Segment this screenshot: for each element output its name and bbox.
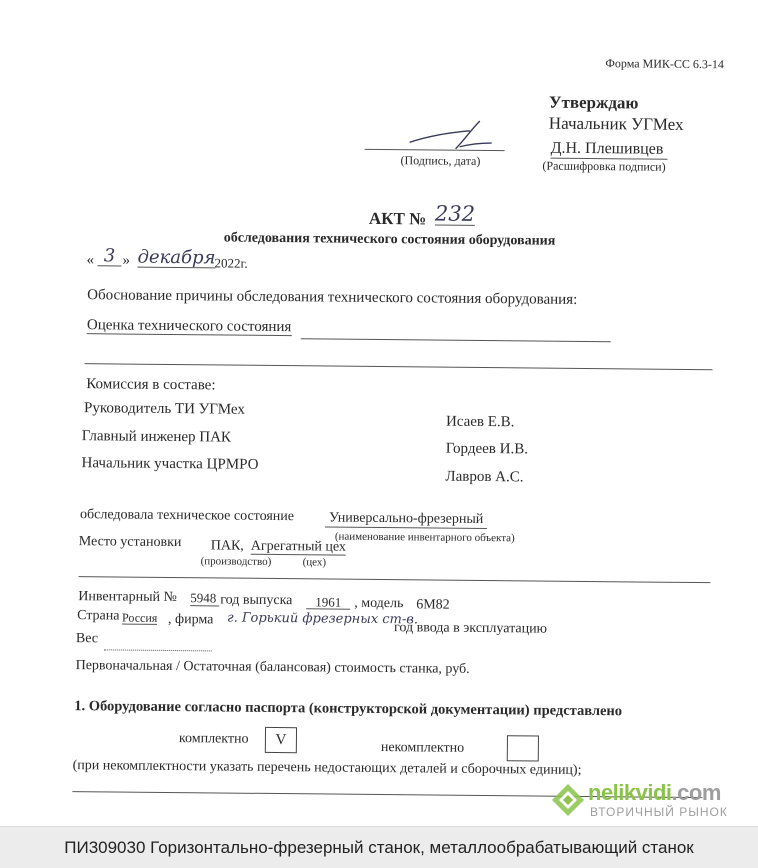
- firm-value: г. Горький фрезерных ст-в.: [227, 610, 419, 628]
- section1-title: 1. Оборудование согласно паспорта (конструкторской документации) представлено: [74, 698, 623, 720]
- commission-role-1: Руководитель ТИ УГМех: [84, 400, 245, 418]
- commission-role-3: Начальник участка ЦРМРО: [81, 455, 259, 473]
- location-line: [78, 576, 710, 583]
- date-quote-close: »: [122, 252, 131, 269]
- act-title: АКТ №: [368, 208, 427, 229]
- watermark-brand: [588, 780, 721, 806]
- nelikvidi-logo-icon: [550, 782, 586, 818]
- location-label: Место установки: [78, 534, 182, 551]
- name-caption: (Расшифровка подписи): [542, 158, 666, 174]
- weight-label: Вес: [75, 631, 99, 647]
- reason-value: Оценка технического состояния: [86, 317, 292, 336]
- commission-name-2: Гордеев И.В.: [445, 440, 529, 458]
- act-number: 232: [434, 201, 476, 226]
- complete-label: комплектно: [178, 731, 249, 747]
- date-day: 3: [97, 247, 121, 266]
- date-quote-open: «: [86, 252, 95, 269]
- watermark: [548, 778, 753, 824]
- location-production: ПАК,: [210, 538, 244, 554]
- commission-label: Комиссия в составе:: [86, 376, 216, 394]
- watermark-brand-name: nelikvidi: [588, 780, 672, 805]
- watermark-tagline: ВТОРИЧНЫЙ РЫНОК: [590, 805, 728, 819]
- inspected-caption: (наименование инвентарного объекта): [334, 530, 515, 545]
- country-value: Россия: [122, 610, 158, 625]
- inspected-value: Универсально-фрезерный: [325, 511, 487, 529]
- model-label: , модель: [354, 595, 404, 612]
- commission-name-1: Исаев Е.В.: [445, 413, 515, 431]
- firm-label: , фирма: [168, 611, 214, 628]
- signature-caption: (Подпись, дата): [400, 153, 481, 168]
- weight-line: [104, 649, 212, 651]
- watermark-brand-domain: .com: [671, 780, 721, 805]
- approval-title: Утверждаю: [548, 92, 639, 113]
- caption-production: (производство): [200, 555, 272, 568]
- reason-line-1: [301, 338, 611, 342]
- date-year: 2022г.: [214, 255, 248, 271]
- act-subtitle: обследования технического состояния оборудования: [223, 230, 556, 249]
- image-caption: ПИ309030 Горизонтально-фрезерный станок, металлообрабатывающий станок: [64, 837, 694, 857]
- image-caption-bar: [0, 826, 758, 868]
- section1-note: (при некомплектности указать перечень недостающих деталей и сборочных единиц);: [72, 758, 582, 778]
- date-month: декабря: [137, 246, 216, 269]
- approval-name: Д.Н. Плешивцев: [551, 141, 668, 160]
- cost-label: Первоначальная / Остаточная (балансовая) стоимость станка, руб.: [75, 658, 470, 677]
- location-shop: Агрегатный цех: [250, 538, 347, 555]
- inventory-number: 5948: [190, 591, 219, 606]
- commission-year-label: год ввода в эксплуатацию: [393, 620, 548, 637]
- incomplete-checkbox[interactable]: [507, 735, 539, 761]
- caption-shop: (цех): [302, 556, 327, 569]
- year-value: 1961: [306, 595, 350, 609]
- form-code: Форма МИК-СС 6.3-14: [605, 56, 724, 72]
- model-value: 6М82: [416, 597, 450, 613]
- year-label: год выпуска: [220, 592, 293, 609]
- complete-checkbox[interactable]: V: [265, 727, 297, 753]
- inspected-label: обследовала техническое состояние: [80, 507, 295, 525]
- commission-name-3: Лавров А.С.: [445, 468, 524, 486]
- reason-line-2: [85, 363, 713, 370]
- commission-role-2: Главный инженер ПАК: [81, 428, 232, 446]
- country-label: Страна: [77, 608, 120, 624]
- signature-image: [408, 118, 498, 153]
- inventory-label: Инвентарный №: [78, 589, 177, 606]
- reason-label: Обоснование причины обследования технического состояния оборудования:: [87, 287, 578, 308]
- incomplete-label: некомплектно: [380, 740, 465, 756]
- approval-position: Начальник УГМех: [548, 113, 684, 134]
